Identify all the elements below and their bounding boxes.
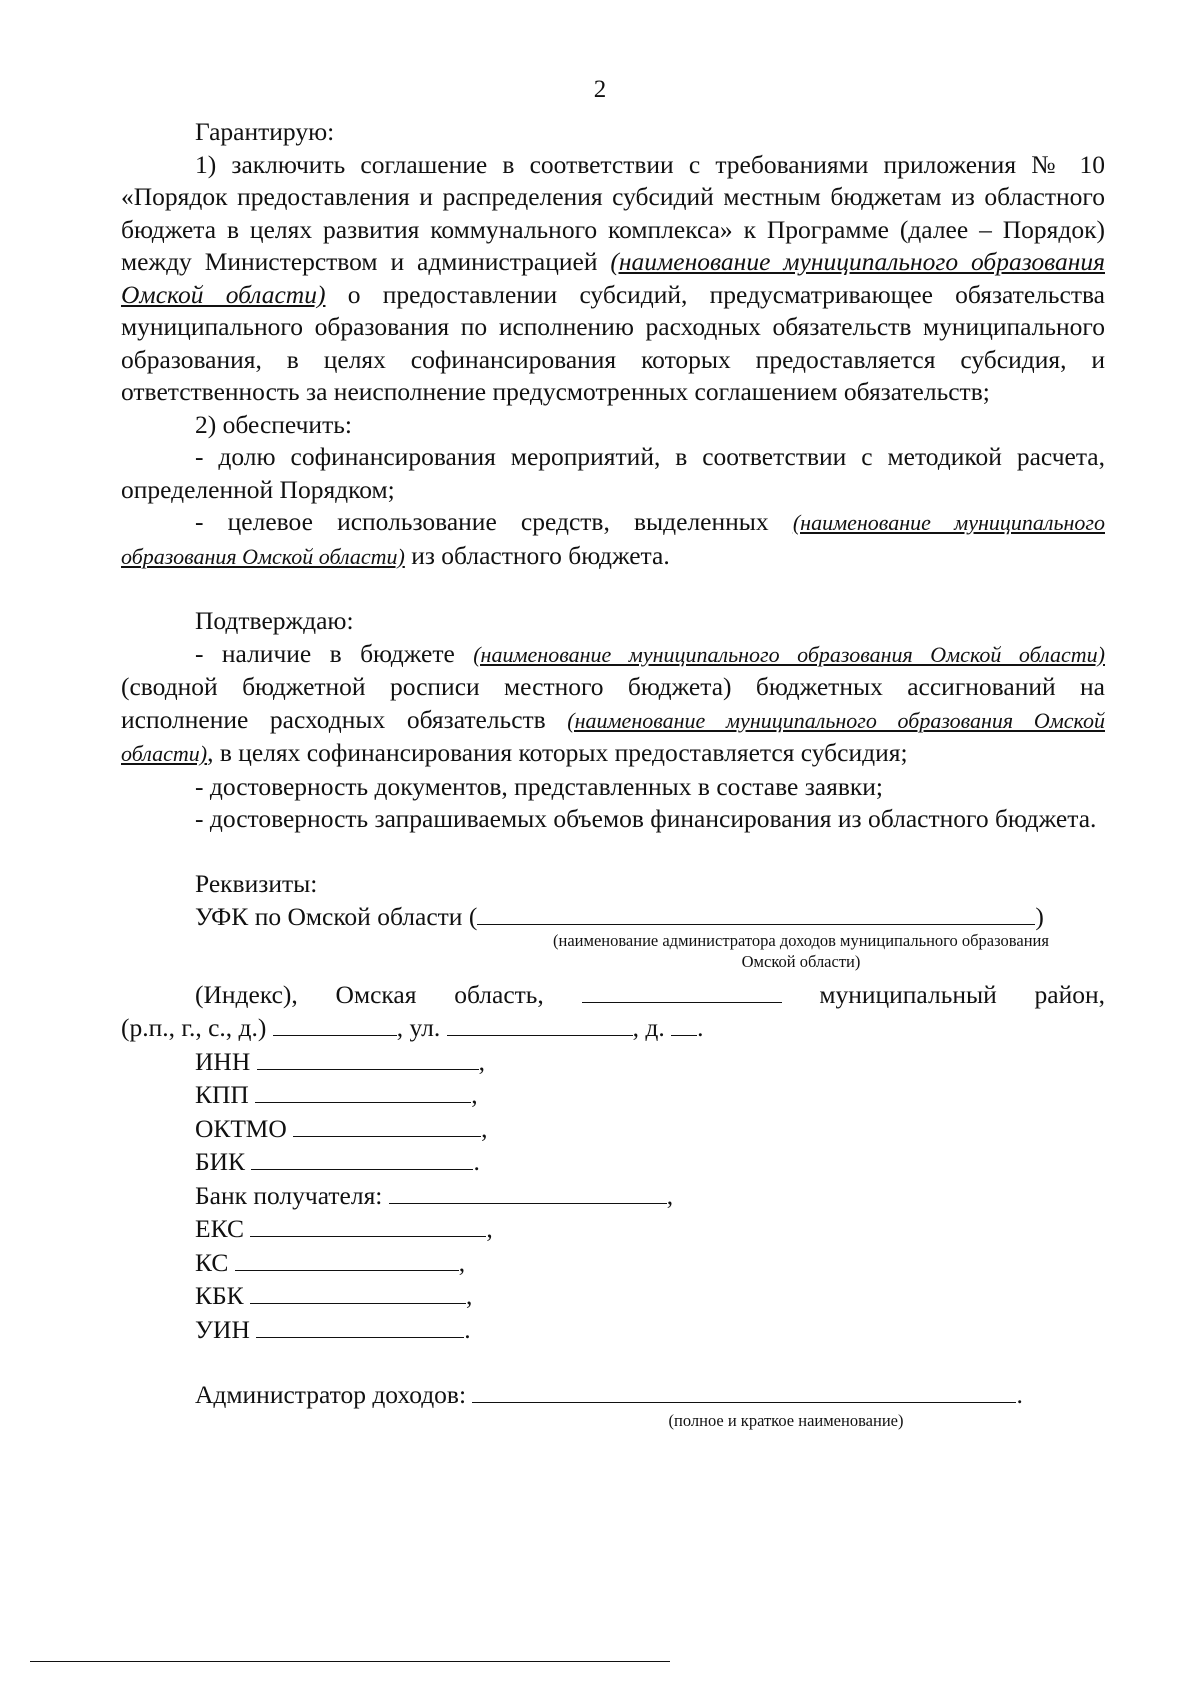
- bank-line: [195, 1179, 1105, 1213]
- kbk-label: КБК: [195, 1281, 244, 1310]
- spacer: [121, 573, 1105, 605]
- admin-caption: (полное и краткое наименование): [668, 1410, 904, 1430]
- admin-label: Администратор доходов:: [195, 1380, 467, 1409]
- confirm-item-1: [121, 638, 1105, 771]
- eks-label: ЕКС: [195, 1214, 244, 1243]
- kpp-line: [195, 1078, 1105, 1112]
- oktmo-field[interactable]: [293, 1112, 481, 1137]
- uin-field[interactable]: [256, 1313, 464, 1338]
- field-end: ,: [481, 1113, 488, 1143]
- guarantee-item-2b: [121, 506, 1105, 573]
- bank-label: Банк получателя:: [195, 1180, 383, 1210]
- guarantee-heading: Гарантирую:: [195, 117, 335, 146]
- street-field[interactable]: [447, 1011, 633, 1036]
- inn-field[interactable]: [257, 1045, 479, 1070]
- kpp-label: КПП: [195, 1080, 249, 1109]
- footer-rule: [30, 1661, 670, 1662]
- spacer: [121, 836, 1105, 868]
- address-settlement: (р.п., г., с., д.): [121, 1013, 267, 1042]
- ufk-label: УФК по Омской области (: [195, 902, 478, 931]
- kbk-field[interactable]: [250, 1279, 466, 1304]
- guarantee-item-1-text: 1) заключить соглашение в соответствии с требованиями приложения № 10 «Порядок предоставления и распределения субсидий местным бюджетам из областного бюджета в целях развития коммунального комплекса» к Программе (далее – Порядок) между Министерством и администрацией: [121, 149, 1105, 276]
- guarantee-item-2a: - долю софинансирования мероприятий, в соответствии с методикой расчета, определенной Порядком;: [121, 442, 1105, 504]
- bank-field[interactable]: [389, 1179, 667, 1204]
- guarantee-item-1: [121, 149, 1105, 409]
- oktmo-label: ОКТМО: [195, 1113, 287, 1143]
- field-end: .: [473, 1147, 480, 1176]
- guarantee-item-1-text-end: о предоставлении субсидий, предусматривающее обязательства муниципального образования по исполнению расходных обязательств муниципального образования, в целях софинансирования которых предоставляется субсидия, и ответственность за неисполнение предусмотренных соглашением обязательств;: [121, 279, 1105, 406]
- municipality-placeholder: (наименование муниципального образования Омской области): [121, 510, 1105, 569]
- municipality-placeholder: (наименование муниципального образования Омской области): [473, 641, 1105, 667]
- bik-line: [195, 1145, 1105, 1179]
- district-field[interactable]: [582, 978, 782, 1003]
- address-district: муниципальный район,: [819, 979, 1105, 1009]
- spacer: [121, 1346, 1105, 1378]
- ks-label: КС: [195, 1247, 229, 1277]
- admin-line: [121, 1378, 1105, 1412]
- guarantee-item-2b-text: - целевое использование средств, выделенных: [195, 507, 793, 536]
- address-street: , ул.: [396, 1013, 441, 1042]
- ks-line: [195, 1246, 1105, 1280]
- uin-label: УИН: [195, 1314, 250, 1344]
- field-end: ,: [466, 1281, 473, 1310]
- ufk-caption: (наименование администратора доходов муниципального образования Омской области): [553, 930, 1049, 971]
- house-field[interactable]: [671, 1011, 697, 1036]
- ufk-close: ): [1035, 902, 1044, 931]
- confirm-heading: Подтверждаю:: [195, 606, 354, 635]
- field-end: ,: [478, 1046, 485, 1076]
- address-end: .: [697, 1013, 704, 1042]
- page-number: 2: [593, 76, 607, 103]
- admin-field[interactable]: [472, 1378, 1016, 1403]
- municipality-placeholder: (наименование муниципального образования Омской области): [121, 707, 1105, 766]
- municipality-placeholder: (наименование муниципального образования Омской области): [121, 247, 1105, 309]
- guarantee-item-2b-end: из областного бюджета.: [404, 540, 670, 570]
- inn-label: ИНН: [195, 1046, 251, 1076]
- address-index: (Индекс), Омская область,: [195, 979, 544, 1009]
- document-body: [121, 116, 1105, 1456]
- field-end: ,: [666, 1180, 674, 1210]
- guarantee-item-2: 2) обеспечить:: [195, 409, 352, 439]
- admin-end: .: [1016, 1380, 1023, 1409]
- ufk-admin-field[interactable]: [477, 900, 1035, 925]
- address-line-1: [121, 978, 1105, 1012]
- eks-line: [195, 1212, 1105, 1246]
- confirm-item-3: - достоверность запрашиваемых объемов финансирования из областного бюджета.: [195, 804, 1097, 833]
- kbk-line: [195, 1279, 1105, 1313]
- address-line-2: [121, 1011, 1105, 1045]
- confirm-item-1-end: , в целях софинансирования которых предоставляется субсидия;: [207, 738, 908, 767]
- bik-label: БИК: [195, 1147, 246, 1176]
- uin-line: [195, 1313, 1105, 1347]
- oktmo-line: [195, 1112, 1105, 1146]
- settlement-field[interactable]: [273, 1011, 397, 1036]
- field-end: ,: [471, 1080, 478, 1109]
- eks-field[interactable]: [250, 1212, 486, 1237]
- kpp-field[interactable]: [255, 1078, 471, 1103]
- admin-caption-wrap: [121, 1412, 1105, 1456]
- confirm-item-2: - достоверность документов, представленных в составе заявки;: [195, 771, 883, 801]
- confirm-item-1-text: - наличие в бюджете: [195, 638, 474, 668]
- field-end: ,: [486, 1214, 493, 1243]
- address-house: , д.: [632, 1013, 665, 1042]
- requisites-heading: Реквизиты:: [195, 868, 318, 898]
- field-end: ,: [458, 1247, 466, 1277]
- bik-field[interactable]: [251, 1145, 473, 1170]
- ufk-line: [121, 900, 1105, 934]
- field-end: .: [464, 1314, 471, 1344]
- ufk-caption-wrap: [121, 930, 1105, 978]
- confirm-item-1-mid: (сводной бюджетной росписи местного бюджета) бюджетных ассигнований на исполнение расходных обязательств: [121, 672, 1105, 734]
- ks-field[interactable]: [235, 1246, 459, 1271]
- inn-line: [195, 1045, 1105, 1079]
